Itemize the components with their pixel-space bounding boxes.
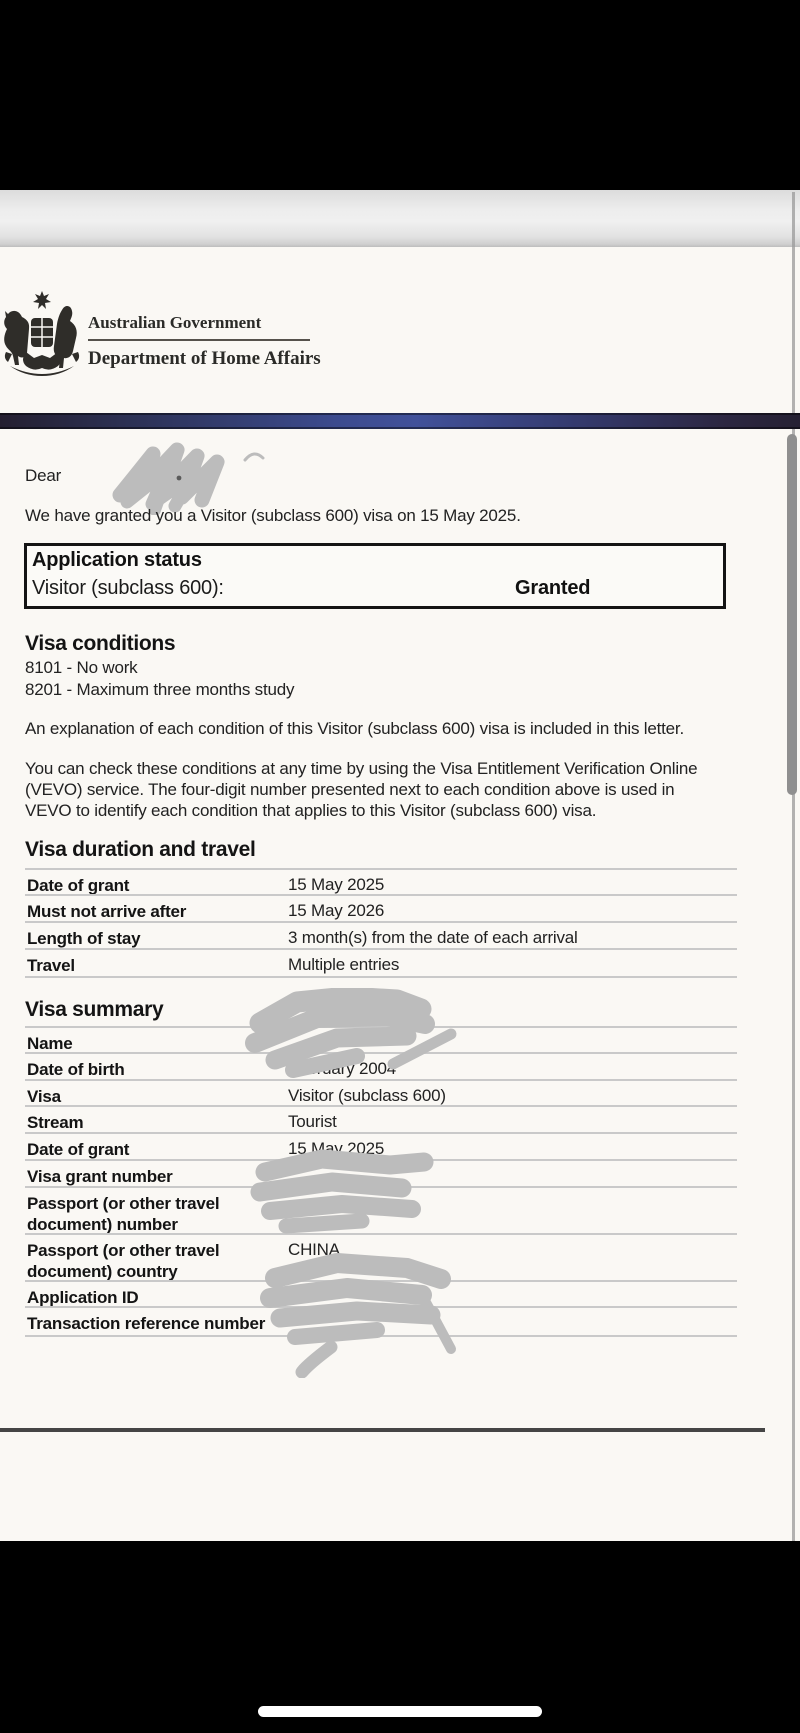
table-row: Travel Multiple entries (25, 948, 737, 978)
australian-coat-of-arms-icon (2, 290, 82, 382)
table-row: Date of birth February 2004 (25, 1052, 737, 1081)
government-title: Australian Government (88, 313, 262, 332)
visa-duration-heading: Visa duration and travel (25, 838, 256, 861)
table-row: Stream Tourist (25, 1105, 737, 1134)
table-row: Passport (or other travel document) number (25, 1186, 737, 1235)
scrollbar-track[interactable] (792, 192, 795, 1541)
header-banner-bar (0, 413, 800, 429)
conditions-explanation: An explanation of each condition of this Visitor (subclass 600) visa is included in this letter. (25, 719, 684, 738)
home-indicator[interactable] (258, 1706, 542, 1717)
table-row: Transaction reference number (25, 1306, 737, 1337)
vevo-paragraph-line: VEVO to identify each condition that applies to this Visitor (subclass 600) visa. (25, 801, 597, 820)
application-status-value: Granted (515, 577, 591, 599)
table-row: Application ID (25, 1280, 737, 1308)
visa-conditions-heading: Visa conditions (25, 632, 176, 655)
application-status-title: Application status (32, 549, 202, 571)
letter-end-divider (0, 1428, 765, 1432)
table-row: Length of stay 3 month(s) from the date of each arrival (25, 921, 737, 950)
table-row: Visa Visitor (subclass 600) (25, 1079, 737, 1107)
condition-item: 8101 - No work (25, 658, 138, 677)
scrollbar-thumb[interactable] (787, 434, 797, 795)
table-row: Visa grant number (25, 1159, 737, 1188)
table-row: Must not arrive after 15 May 2026 (25, 894, 737, 923)
salutation: Dear (25, 466, 62, 485)
grant-intro-sentence: We have granted you a Visitor (subclass 600) visa on 15 May 2025. (25, 506, 521, 525)
vevo-paragraph-line: You can check these conditions at any time by using the Visa Entitlement Verification Online (25, 759, 698, 778)
visa-summary-table (25, 1026, 737, 1333)
table-row: Name (25, 1026, 737, 1054)
header-divider (88, 339, 310, 341)
table-row: Passport (or other travel document) country CHINA (25, 1233, 737, 1282)
department-title: Department of Home Affairs (88, 348, 321, 369)
vevo-paragraph-line: (VEVO) service. The four-digit number presented next to each condition above is used in (25, 780, 675, 799)
visa-duration-table (25, 868, 737, 975)
application-status-visa-label: Visitor (subclass 600): (32, 577, 224, 599)
bottom-bezel (0, 1541, 800, 1733)
viewer-chrome-bar (0, 190, 800, 249)
table-row: Date of grant 15 May 2025 (25, 1132, 737, 1161)
visa-summary-heading: Visa summary (25, 998, 164, 1021)
table-row: Date of grant 15 May 2025 (25, 868, 737, 896)
condition-item: 8201 - Maximum three months study (25, 680, 295, 699)
